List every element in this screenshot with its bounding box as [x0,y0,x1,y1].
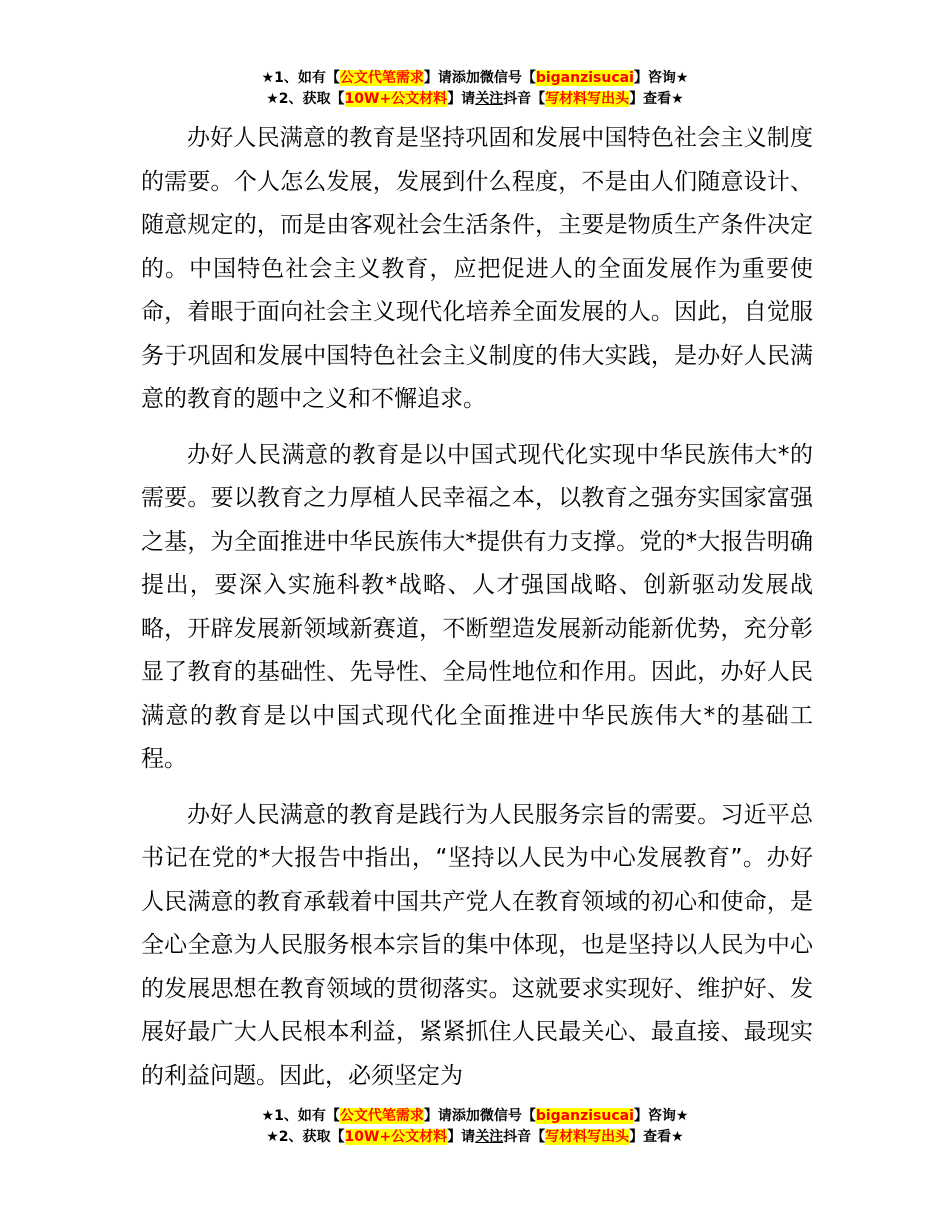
header-line2-mid-a: 】请 [447,91,476,107]
document-body [141,117,813,1098]
header-follow-underlined: 关注 [475,91,504,107]
header-highlight-wechat: biganzisucai [535,70,634,86]
header-line2-mid-b: 抖音【 [503,91,546,107]
paragraph-3: 办好人民满意的教育是践行为人民服务宗旨的需要。习近平总书记在党的*大报告中指出，“坚持以人民为中心发展教育”。办好人民满意的教育承载着中国共产党人在教育领域的初心和使命，是全心全意为人民服务根本宗旨的集中体现，也是坚持以人民为中心的发展思想在教育领域的贯彻落实。这就要求实现好、维护好、发展好最广大人民根本利益，紧紧抓住人民最关心、最直接、最现实的利益问题。因此，必须坚定为 [141,801,813,1089]
header-line2-suffix: 】查看★ [629,91,684,107]
header-highlight-douyin: 写材料写出头 [545,91,630,107]
footer-highlight-douyin: 写材料写出头 [545,1129,630,1145]
paragraph-1: 办好人民满意的教育是坚持巩固和发展中国特色社会主义制度的需要。个人怎么发展，发展到什么程度，不是由人们随意设计、随意规定的，而是由客观社会生活条件，主要是物质生产条件决定的。中国特色社会主义教育，应把促进人的全面发展作为重要使命，着眼于面向社会主义现代化培养全面发展的人。因此，自觉服务于巩固和发展中国特色社会主义制度的伟大实践，是办好人民满意的教育的题中之义和不懈追求。 [141,125,813,412]
header-line-1 [0,68,950,89]
footer-highlight-service: 公文代笔需求 [339,1108,424,1124]
footer-line1-prefix: ★1、如有【 [261,1108,340,1124]
footer-line1-suffix: 】咨询★ [633,1108,689,1124]
footer-line1-mid: 】请添加微信号【 [423,1108,536,1124]
header-line-2 [0,89,950,110]
footer-line2-mid-a: 】请 [447,1129,476,1145]
paragraph-2: 办好人民满意的教育是以中国式现代化实现中华民族伟大*的需要。要以教育之力厚植人民幸福之本，以教育之强夯实国家富强之基，为全面推进中华民族伟大*提供有力支撑。党的*大报告明确提出，要深入实施科教*战略、人才强国战略、创新驱动发展战略，开辟发展新领域新赛道，不断塑造发展新动能新优势，充分彰显了教育的基础性、先导性、全局性地位和作用。因此，办好人民满意的教育是以中国式现代化全面推进中华民族伟大*的基础工程。 [141,441,813,772]
header-line2-prefix: ★2、获取【 [266,91,345,107]
footer-line2-prefix: ★2、获取【 [266,1129,345,1145]
header-banner [0,68,950,110]
header-line1-prefix: ★1、如有【 [261,70,340,86]
footer-line-1 [0,1106,950,1127]
footer-highlight-wechat: biganzisucai [535,1108,634,1124]
footer-banner [0,1106,950,1148]
header-highlight-materials: 10W+公文材料 [344,91,448,107]
footer-highlight-materials: 10W+公文材料 [344,1129,448,1145]
footer-line2-mid-b: 抖音【 [503,1129,546,1145]
header-line1-suffix: 】咨询★ [633,70,689,86]
footer-line2-suffix: 】查看★ [629,1129,684,1145]
footer-line-2 [0,1127,950,1148]
footer-follow-underlined: 关注 [475,1129,504,1145]
header-line1-mid: 】请添加微信号【 [423,70,536,86]
header-highlight-service: 公文代笔需求 [339,70,424,86]
